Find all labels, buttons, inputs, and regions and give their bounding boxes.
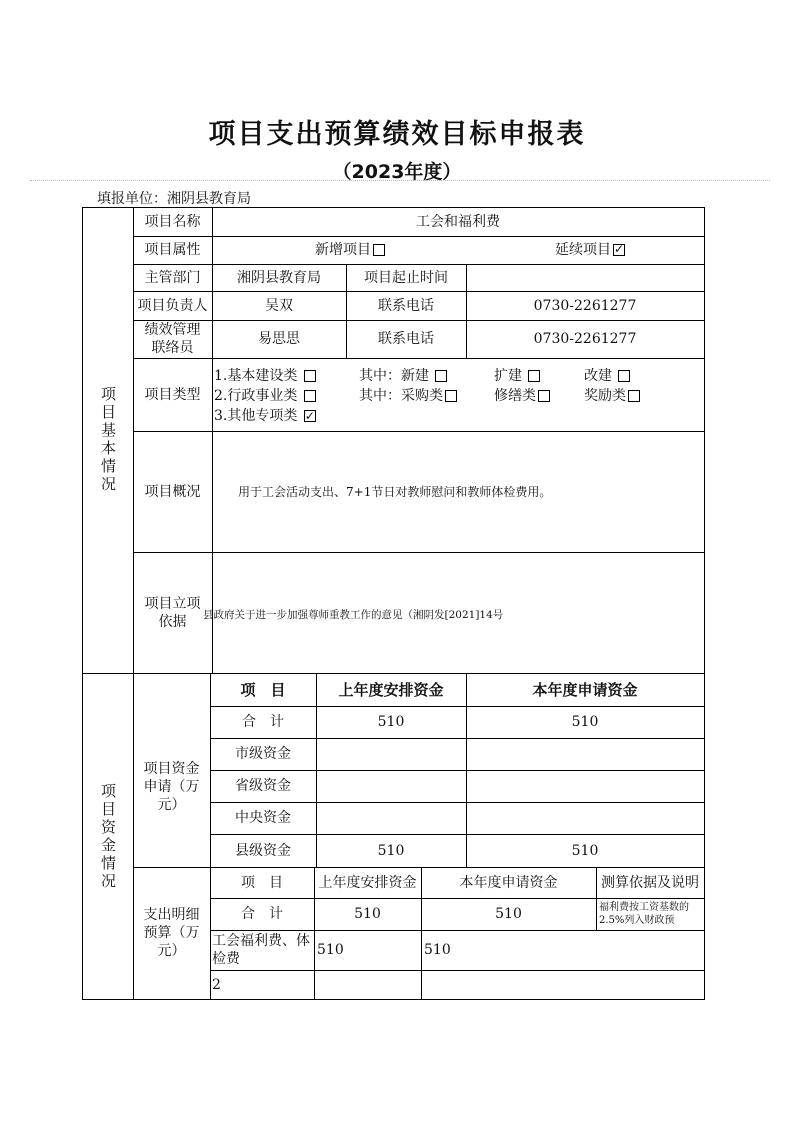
table-row-last: 510 — [377, 842, 405, 859]
period-value — [466, 264, 704, 291]
table-row-this — [466, 802, 704, 834]
detail-header-item: 项 目 — [241, 874, 283, 891]
type-reward[interactable]: 奖励类 — [584, 386, 640, 406]
overview-value: 用于工会活动支出、7+1节日对教师慰问和教师体检费用。 — [238, 484, 552, 499]
dept-label: 主管部门 — [144, 269, 201, 286]
detail-total-basis: 福利费按工资基数的2.5%列入财政预 — [599, 902, 689, 926]
detail-total-this: 510 — [495, 906, 522, 922]
table-row-label: 县级资金 — [235, 842, 291, 859]
liaison-phone-label: 联系电话 — [378, 331, 434, 347]
type-basic-construction[interactable]: 1.基本建设类 — [214, 366, 316, 386]
liaison-value: 易思思 — [258, 331, 300, 347]
type-admin[interactable]: 2.行政事业类 — [214, 386, 316, 406]
table-row-this: 510 — [571, 714, 599, 730]
owner-phone-value: 0730-2261277 — [533, 297, 637, 314]
page-subtitle: （2023年度） — [332, 161, 462, 183]
attr-new-option[interactable] — [290, 236, 410, 264]
type-expand[interactable]: 扩建 — [494, 366, 540, 386]
project-name-label: 项目名称 — [144, 213, 201, 230]
type-rebuild[interactable]: 改建 — [584, 366, 630, 386]
table-row-last: 510 — [377, 714, 405, 730]
page-title: 项目支出预算绩效目标申报表 — [208, 119, 586, 150]
detail-header-this: 本年度申请资金 — [459, 874, 558, 891]
basis-label: 项目立项 依据 — [144, 595, 201, 630]
detail-total-label: 合 计 — [241, 906, 283, 922]
dotted-divider — [30, 180, 770, 183]
section-funds-label: 项目资金情况 — [99, 782, 117, 891]
attr-new-label: 新增项目 — [315, 242, 371, 258]
apply-header-this: 本年度申请资金 — [532, 680, 638, 699]
type-label: 项目类型 — [144, 386, 201, 403]
table-row-label: 市级资金 — [235, 746, 291, 762]
table-row-label: 合 计 — [242, 714, 284, 730]
attr-continue-label: 延续项目 — [555, 242, 611, 258]
table-row-last — [316, 802, 466, 834]
detail-item1-last: 510 — [317, 942, 344, 958]
project-name-value: 工会和福利费 — [416, 213, 500, 230]
type-other-special[interactable]: 3.其他专项类 ✓ — [214, 406, 316, 426]
liaison-label: 绩效管理 联络员 — [144, 322, 201, 356]
attr-continue-option[interactable] — [540, 236, 640, 264]
detail-item1-label: 工会福利费、体检费 — [212, 933, 310, 967]
apply-header-item: 项 目 — [240, 680, 286, 699]
detail-total-last: 510 — [354, 906, 381, 922]
attr-continue-checkbox[interactable] — [613, 244, 625, 256]
type-purchase[interactable]: 其中：采购类 — [359, 386, 457, 406]
table-row-last — [316, 738, 466, 770]
apply-label: 项目资金 申请（万 元） — [143, 760, 200, 813]
table-row-last — [316, 770, 466, 802]
table-row-this — [466, 770, 704, 802]
type-options — [214, 366, 702, 428]
table-row-this — [466, 738, 704, 770]
table-row-label: 省级资金 — [235, 778, 291, 794]
detail-item2-label: 2 — [212, 976, 221, 993]
liaison-phone-value: 0730-2261277 — [533, 331, 637, 347]
reporting-unit: 填报单位：湘阴县教育局 — [97, 191, 251, 207]
attr-new-checkbox[interactable] — [373, 244, 385, 256]
detail-header-last: 上年度安排资金 — [318, 874, 417, 891]
type-new-build[interactable]: 其中：新建 — [359, 366, 447, 386]
basis-value: 县政府关于进一步加强尊师重教工作的意见（湘阴发[2021]14号 — [203, 609, 504, 621]
project-attr-label: 项目属性 — [144, 242, 201, 258]
table-row-this: 510 — [571, 842, 599, 859]
dept-value: 湘阴县教育局 — [237, 269, 321, 286]
detail-header-basis: 测算依据及说明 — [601, 874, 699, 891]
table-row-label: 中央资金 — [235, 810, 291, 826]
detail-item1-this: 510 — [424, 942, 451, 958]
overview-label: 项目概况 — [144, 483, 201, 500]
owner-phone-label: 联系电话 — [378, 297, 434, 314]
owner-value: 吴双 — [265, 297, 293, 314]
type-repair[interactable]: 修缮类 — [494, 386, 550, 406]
owner-label: 项目负责人 — [137, 297, 208, 314]
apply-header-last: 上年度安排资金 — [338, 680, 444, 699]
period-label: 项目起止时间 — [364, 269, 448, 286]
detail-label: 支出明细 预算（万 元） — [143, 907, 200, 959]
section-basic-label: 项目基本情况 — [99, 386, 117, 494]
